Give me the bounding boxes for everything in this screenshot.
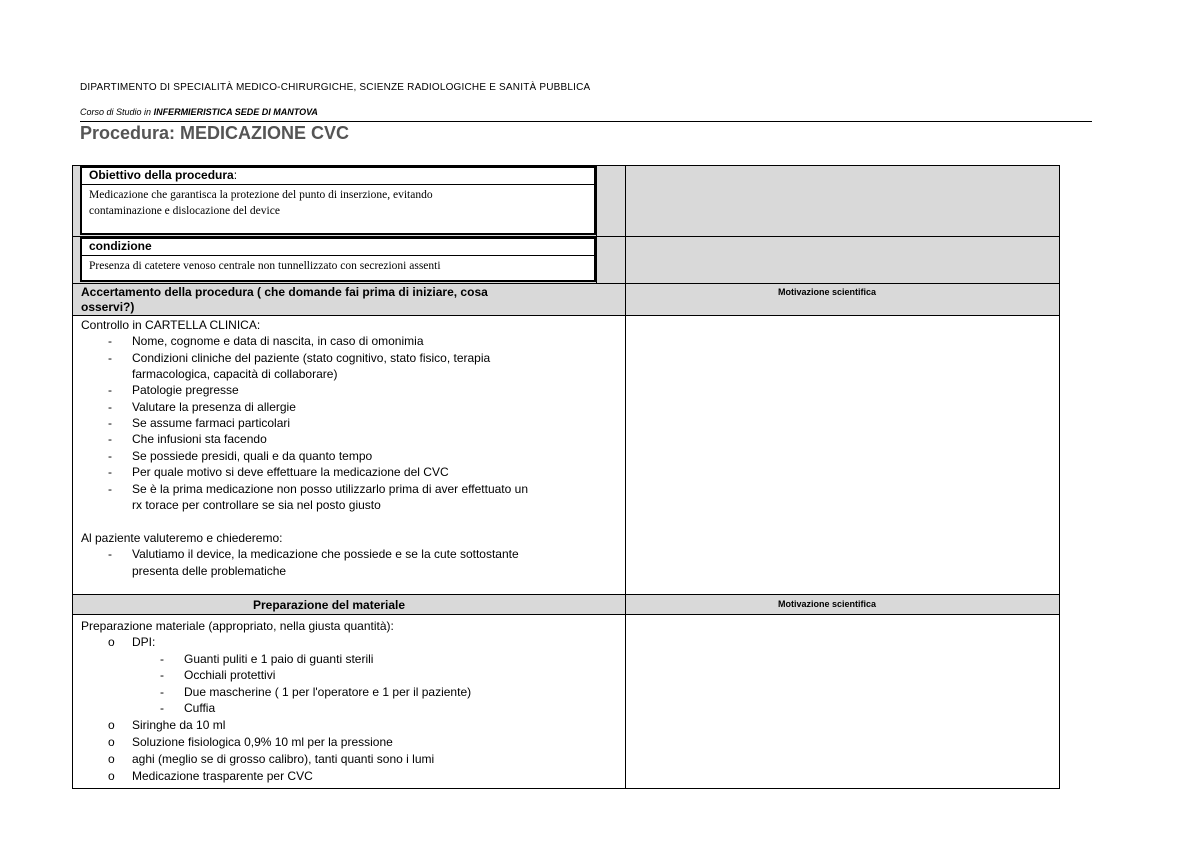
assessment-content-divider bbox=[625, 316, 626, 594]
materials-header-row bbox=[73, 594, 1059, 615]
dpi-bullet: - bbox=[160, 685, 164, 699]
assessment-header-divider bbox=[625, 283, 626, 316]
assessment-bullet: - bbox=[108, 449, 112, 463]
assessment-item: Nome, cognome e data di nascita, in caso di omonimia bbox=[132, 334, 424, 348]
assessment-bullet: - bbox=[108, 465, 112, 479]
page-title: Procedura: MEDICAZIONE CVC bbox=[80, 123, 350, 143]
assessment-header-line2: osservi?) bbox=[81, 300, 135, 314]
patient-bullet: - bbox=[108, 547, 112, 561]
assessment-item: Per quale motivo si deve effettuare la medicazione del CVC bbox=[132, 465, 449, 479]
assessment-bullet: - bbox=[108, 482, 112, 496]
materials-item: Medicazione trasparente per CVC bbox=[132, 769, 313, 783]
objective-label: Obiettivo della procedura: bbox=[89, 168, 238, 182]
assessment-item: Se assume farmaci particolari bbox=[132, 416, 291, 430]
assessment-item: Se è la prima medicazione non posso utilizzarlo prima di aver effettuato un bbox=[132, 482, 528, 496]
condition-label: condizione bbox=[89, 239, 152, 253]
assessment-bullet: - bbox=[108, 416, 112, 430]
course-prefix: Corso di Studio in bbox=[80, 107, 152, 117]
assessment-intro: Controllo in CARTELLA CLINICA: bbox=[81, 318, 261, 332]
objective-right-divider bbox=[596, 166, 597, 236]
dpi-bullet: - bbox=[160, 668, 164, 682]
assessment-item: Valutare la presenza di allergie bbox=[132, 400, 296, 414]
assessment-item: Se possiede presidi, quali e da quanto tempo bbox=[132, 449, 373, 463]
dpi-item: Occhiali protettivi bbox=[184, 668, 276, 682]
assessment-bullet: - bbox=[108, 383, 112, 397]
materials-item: Siringhe da 10 ml bbox=[132, 718, 226, 732]
assessment-item: Patologie pregresse bbox=[132, 383, 239, 397]
materials-item: Soluzione fisiologica 0,9% 10 ml per la pressione bbox=[132, 735, 393, 749]
assessment-item: Che infusioni sta facendo bbox=[132, 432, 267, 446]
materials-bullet: o bbox=[108, 735, 115, 749]
materials-bullet: o bbox=[108, 769, 115, 783]
header-rule bbox=[80, 121, 1092, 122]
patient-intro: Al paziente valuteremo e chiederemo: bbox=[81, 531, 283, 545]
dpi-label: DPI: bbox=[132, 635, 156, 649]
materials-header: Preparazione del materiale bbox=[253, 598, 406, 612]
condition-right-divider bbox=[596, 237, 597, 283]
materials-intro: Preparazione materiale (appropriato, nella giusta quantità): bbox=[81, 619, 394, 633]
materials-motivation-header: Motivazione scientifica bbox=[778, 599, 877, 609]
materials-bullet: o bbox=[108, 635, 115, 649]
objective-label-divider bbox=[82, 184, 594, 185]
assessment-header-line1: Accertamento della procedura ( che domande fai prima di iniziare, cosa bbox=[81, 285, 488, 299]
dpi-item: Due mascherine ( 1 per l'operatore e 1 per il paziente) bbox=[184, 685, 472, 699]
dpi-bullet: - bbox=[160, 701, 164, 715]
assessment-item-cont: rx torace per controllare se sia nel posto giusto bbox=[132, 498, 381, 512]
assessment-bullet: - bbox=[108, 351, 112, 365]
assessment-motivation-header: Motivazione scientifica bbox=[778, 287, 877, 297]
assessment-bullet: - bbox=[108, 432, 112, 446]
patient-item-cont: presenta delle problematiche bbox=[132, 564, 287, 578]
materials-bullet: o bbox=[108, 752, 115, 766]
course-name: INFERMIERISTICA SEDE DI MANTOVA bbox=[153, 107, 318, 117]
dpi-bullet: - bbox=[160, 652, 164, 666]
materials-content-divider bbox=[625, 615, 626, 788]
course-line bbox=[80, 107, 318, 117]
condition-text: Presenza di catetere venoso centrale non tunnellizzato con secrezioni assenti bbox=[89, 260, 441, 272]
objective-text-line2: contaminazione e dislocazione del device bbox=[89, 205, 280, 217]
assessment-item: Condizioni cliniche del paziente (stato cognitivo, stato fisico, terapia bbox=[132, 351, 491, 365]
condition-motivation-cell bbox=[625, 237, 1059, 283]
assessment-bullet: - bbox=[108, 334, 112, 348]
materials-header-divider bbox=[625, 594, 626, 615]
objective-motivation-cell bbox=[625, 166, 1059, 236]
department-name: DIPARTIMENTO DI SPECIALITÀ MEDICO-CHIRURGICHE, SCIENZE RADIOLOGICHE E SANITÀ PUBBLICA bbox=[80, 82, 591, 93]
dpi-item: Guanti puliti e 1 paio di guanti sterili bbox=[184, 652, 374, 666]
objective-text-line1: Medicazione che garantisca la protezione del punto di inserzione, evitando bbox=[89, 189, 433, 201]
dpi-item: Cuffia bbox=[184, 701, 216, 715]
assessment-item-cont: farmacologica, capacità di collaborare) bbox=[132, 367, 338, 381]
materials-bullet: o bbox=[108, 718, 115, 732]
patient-item: Valutiamo il device, la medicazione che possiede e se la cute sottostante bbox=[132, 547, 519, 561]
assessment-bullet: - bbox=[108, 400, 112, 414]
materials-item: aghi (meglio se di grosso calibro), tanti quanti sono i lumi bbox=[132, 752, 435, 766]
condition-label-divider bbox=[82, 255, 594, 256]
